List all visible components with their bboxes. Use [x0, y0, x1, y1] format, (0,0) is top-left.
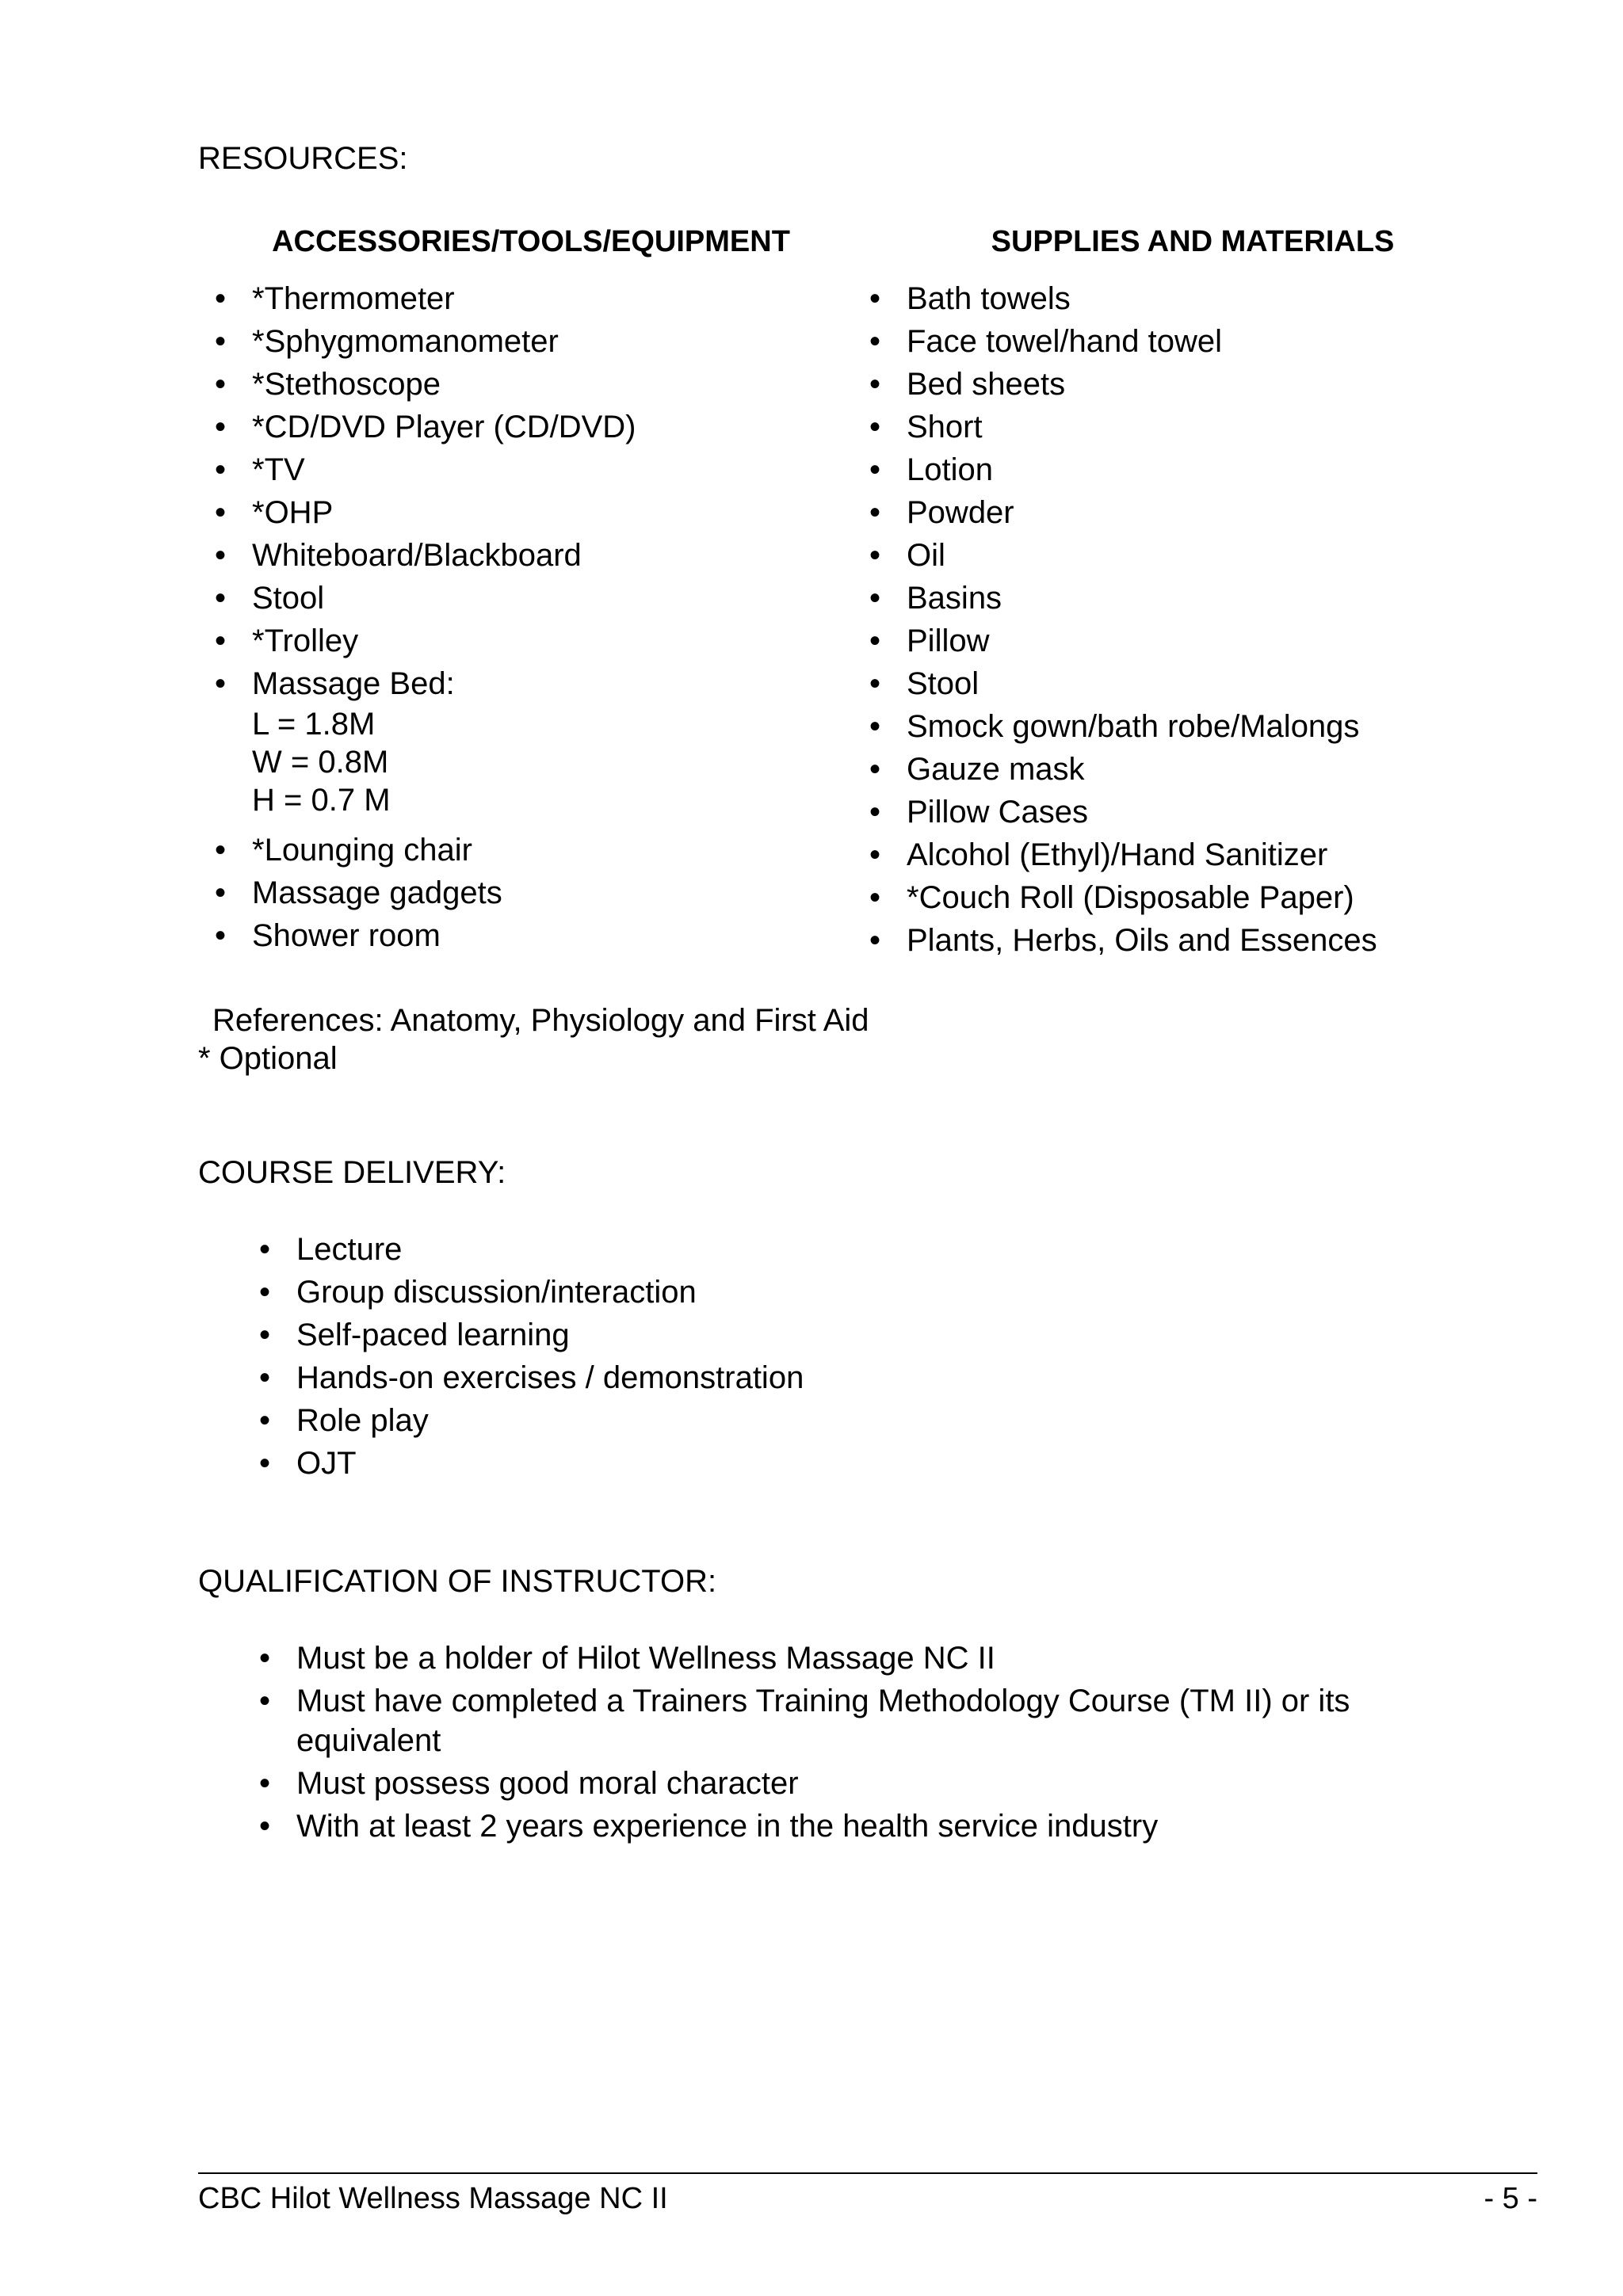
bullet-icon: • [214, 581, 226, 616]
list-item: • Whiteboard/Blackboard [204, 534, 838, 577]
bullet-icon: • [258, 1275, 270, 1310]
massage-bed-width: W = 0.8M [252, 745, 389, 780]
list-item: • *TV [204, 448, 838, 491]
course-delivery-container [249, 1228, 1517, 1485]
qualification-container [249, 1637, 1453, 1848]
list-item: • Gauze mask [859, 748, 1556, 791]
footer-title: CBC Hilot Wellness Massage NC II [198, 2182, 668, 2215]
bullet-icon: • [869, 752, 880, 787]
bullet-icon: • [869, 367, 880, 402]
list-item: • Lotion [859, 448, 1556, 491]
list-item: • *Couch Roll (Disposable Paper) [859, 876, 1556, 919]
list-item: • With at least 2 years experience in the health service industry [249, 1805, 1453, 1848]
bullet-icon: • [869, 538, 880, 573]
bullet-icon: • [214, 367, 226, 402]
bullet-icon: • [258, 1446, 270, 1481]
bullet-icon: • [869, 281, 880, 316]
bullet-icon: • [214, 918, 226, 953]
bullet-icon: • [258, 1766, 270, 1801]
bullet-icon: • [869, 795, 880, 830]
footer-divider [198, 2172, 1537, 2174]
course-delivery-list [249, 1228, 1517, 1485]
bullet-icon: • [258, 1809, 270, 1844]
bullet-icon: • [869, 410, 880, 444]
list-item: • Powder [859, 491, 1556, 534]
list-item-massage-bed: • Massage Bed: L = 1.8M W = 0.8M H = 0.7 M [204, 662, 838, 819]
list-item: • Lecture [249, 1228, 1517, 1271]
massage-bed-length: L = 1.8M [252, 707, 376, 742]
list-item: • Basins [859, 577, 1556, 620]
list-item: • *Lounging chair [204, 829, 838, 871]
bullet-icon: • [869, 324, 880, 359]
list-item: • *Sphygmomanometer [204, 320, 838, 363]
list-item: • Pillow Cases [859, 791, 1556, 833]
list-item: • Stool [204, 577, 838, 620]
list-item: • Shower room [204, 914, 838, 957]
tools-list-container [204, 277, 838, 957]
references-text: References: Anatomy, Physiology and First Aid [212, 1003, 869, 1038]
list-item: • *Thermometer [204, 277, 838, 320]
list-item: • Smock gown/bath robe/Malongs [859, 705, 1556, 748]
bullet-icon: • [214, 281, 226, 316]
bullet-icon: • [214, 624, 226, 658]
list-item: • *CD/DVD Player (CD/DVD) [204, 406, 838, 448]
bullet-icon: • [258, 1232, 270, 1267]
bullet-icon: • [214, 875, 226, 910]
qualification-list [249, 1637, 1453, 1848]
list-item: • Self-paced learning [249, 1314, 1517, 1356]
list-item: • OJT [249, 1442, 1517, 1485]
tools-column-heading: ACCESSORIES/TOOLS/EQUIPMENT [272, 225, 790, 258]
list-item: • Short [859, 406, 1556, 448]
bullet-icon: • [869, 452, 880, 487]
list-item: • Role play [249, 1399, 1517, 1442]
supplies-list-container [859, 277, 1556, 962]
list-item: • *OHP [204, 491, 838, 534]
resources-heading: RESOURCES: [198, 141, 408, 176]
list-item: • Bed sheets [859, 363, 1556, 406]
qualification-heading: QUALIFICATION OF INSTRUCTOR: [198, 1564, 717, 1599]
list-item: • Plants, Herbs, Oils and Essences [859, 919, 1556, 962]
list-item: • Must be a holder of Hilot Wellness Massage NC II [249, 1637, 1453, 1680]
bullet-icon: • [258, 1403, 270, 1438]
bullet-icon: • [869, 923, 880, 958]
list-item: • Group discussion/interaction [249, 1271, 1517, 1314]
bullet-icon: • [214, 495, 226, 530]
bullet-icon: • [869, 709, 880, 744]
list-item: • Bath towels [859, 277, 1556, 320]
list-item: • *Stethoscope [204, 363, 838, 406]
supplies-column-heading: SUPPLIES AND MATERIALS [991, 225, 1395, 258]
list-item: • *Trolley [204, 620, 838, 662]
list-item: • Hands-on exercises / demonstration [249, 1356, 1517, 1399]
bullet-icon: • [869, 666, 880, 701]
bullet-icon: • [258, 1641, 270, 1676]
bullet-icon: • [258, 1360, 270, 1395]
tools-list [204, 277, 838, 957]
bullet-icon: • [869, 624, 880, 658]
list-item: • Pillow [859, 620, 1556, 662]
bullet-icon: • [869, 880, 880, 915]
bullet-icon: • [258, 1684, 270, 1718]
bullet-icon: • [869, 581, 880, 616]
course-delivery-heading: COURSE DELIVERY: [198, 1155, 506, 1190]
bullet-icon: • [869, 495, 880, 530]
optional-note: * Optional [198, 1041, 338, 1076]
bullet-icon: • [214, 538, 226, 573]
list-item: • Face towel/hand towel [859, 320, 1556, 363]
bullet-icon: • [214, 833, 226, 868]
supplies-list [859, 277, 1556, 962]
page-number: - 5 - [1484, 2182, 1537, 2215]
list-item: • Oil [859, 534, 1556, 577]
massage-bed-height: H = 0.7 M [252, 783, 391, 818]
bullet-icon: • [869, 837, 880, 872]
list-item: • Must have completed a Trainers Training Methodology Course (TM II) or its equivalent [249, 1681, 1453, 1760]
bullet-icon: • [214, 324, 226, 359]
list-item: • Massage gadgets [204, 871, 838, 914]
list-item: • Stool [859, 662, 1556, 705]
bullet-icon: • [214, 410, 226, 444]
list-item: • Must possess good moral character [249, 1762, 1453, 1805]
bullet-icon: • [258, 1318, 270, 1352]
bullet-icon: • [214, 452, 226, 487]
list-item: • Alcohol (Ethyl)/Hand Sanitizer [859, 833, 1556, 876]
bullet-icon: • [214, 666, 226, 701]
